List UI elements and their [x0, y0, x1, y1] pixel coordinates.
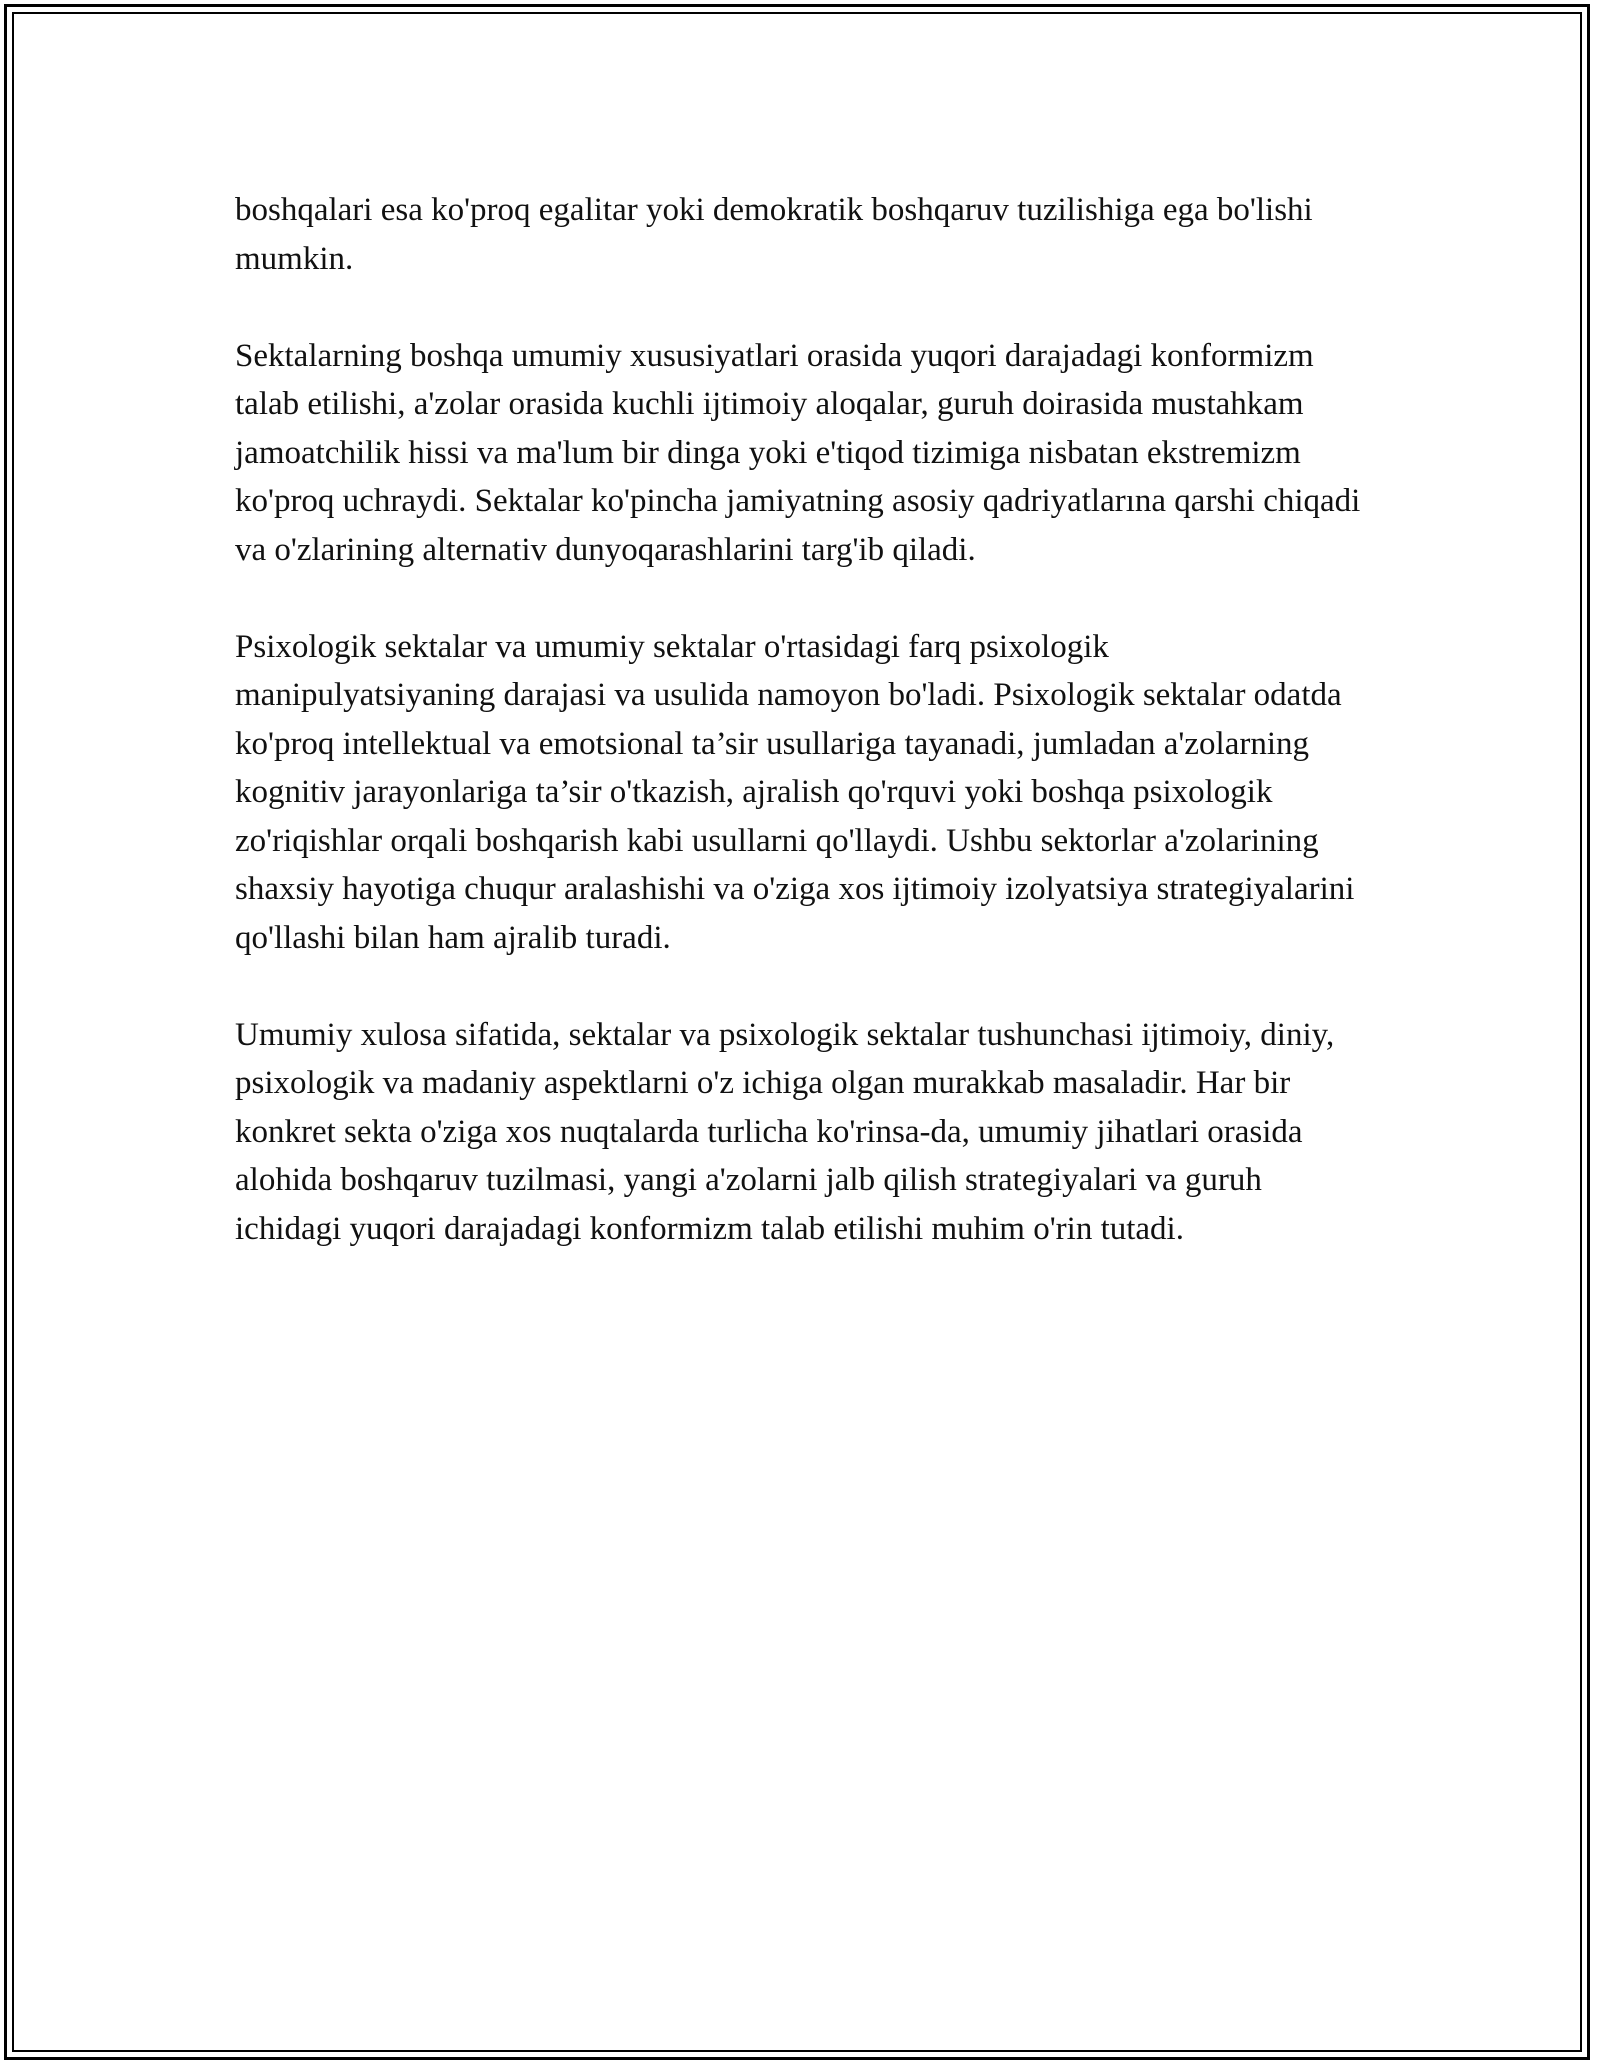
- paragraph-2: Sektalarning boshqa umumiy xususiyatlari orasida yuqori darajadagi konformizm talab etilishi, a'zolar orasida kuchli ijtimoiy aloqalar, guruh doirasida mustahkam jamoatchilik hissi va ma'lum bir dinga yoki e'tiqod tizimiga nisbatan ekstremizm ko'proq uchraydi. Sektalar ko'pincha jamiyatning asosiy qadriyatlarına qarshi chiqadi va o'zlarining alternativ dunyoqarashlarini targ'ib qiladi.: [235, 337, 1361, 568]
- paragraph-4: Umumiy xulosa sifatida, sektalar va psixologik sektalar tushunchasi ijtimoiy, diniy, psixologik va madaniy aspektlarni o'z ichiga olgan murakkab masaladir. Har bir konkret sekta o'ziga xos nuqtalarda turlicha ko'rinsa-da, umumiy jihatlari orasida alohida boshqaruv tuzilmasi, yangi a'zolarni jalb qilish strategiyalari va guruh ichidagi yuqori darajadagi konformizm talab etilishi muhim o'rin tutadi.: [235, 1016, 1335, 1247]
- paragraph-1: boshqalari esa ko'proq egalitar yoki demokratik boshqaruv tuzilishiga ega bo'lishi mumkin.: [235, 192, 1313, 277]
- document-body: [235, 186, 1375, 1302]
- paragraph-3: Psixologik sektalar va umumiy sektalar o'rtasidagi farq psixologik manipulyatsiyaning darajasi va usulida namoyon bo'ladi. Psixologik sektalar odatda ko'proq intellektual va emotsional ta’sir usullariga tayanadi, jumladan a'zolarning kognitiv jarayonlariga ta’sir o'tkazish, ajralish qo'rquvi yoki boshqa psixologik zo'riqishlar orqali boshqarish kabi usullarni qo'llaydi. Ushbu sektorlar a'zolarining shaxsiy hayotiga chuqur aralashishi va o'ziga xos ijtimoiy izolyatsiya strategiyalarini qo'llashi bilan ham ajralib turadi.: [235, 628, 1355, 956]
